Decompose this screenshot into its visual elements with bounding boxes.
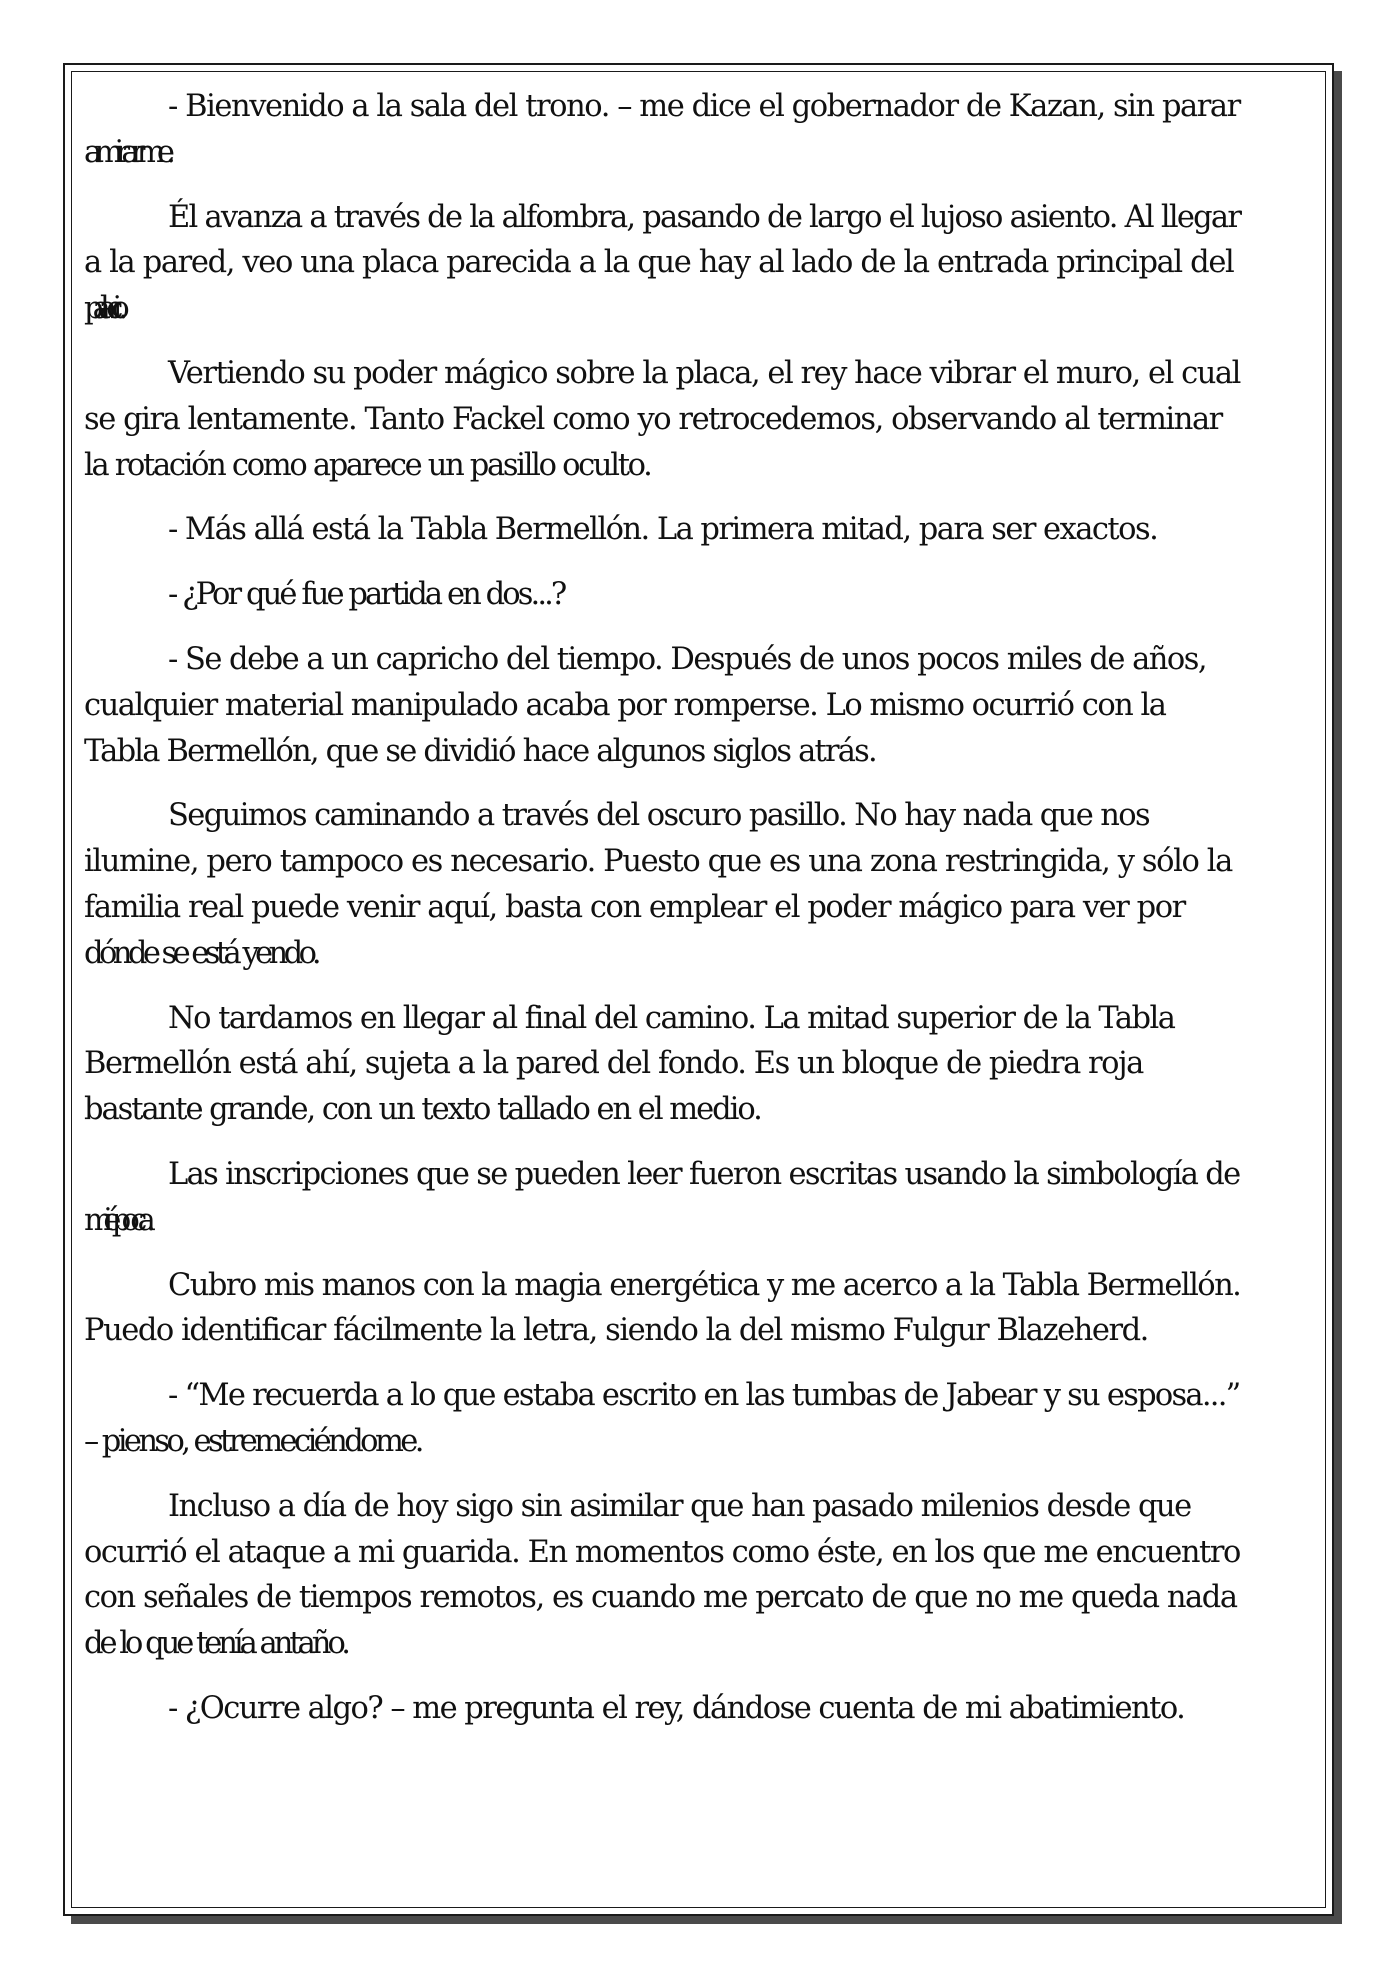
text-line: - Bienvenido a la sala del trono. – me dice el gobernador de Kazan, sin parar bbox=[168, 89, 1240, 124]
text-line: cualquier material manipulado acaba por romperse. Lo mismo ocurrió con la bbox=[84, 687, 1166, 723]
text-line: Tabla Bermellón, que se dividió hace algunos siglos atrás. bbox=[84, 733, 876, 769]
text-line: Vertiendo su poder mágico sobre la placa, el rey hace vibrar el muro, el cual bbox=[168, 355, 1240, 391]
paragraph bbox=[84, 1686, 1324, 1732]
paragraph bbox=[84, 351, 1324, 488]
text-line: ilumine, pero tampoco es necesario. Puesto que es una zona restringida, y sólo la bbox=[84, 844, 1232, 880]
paragraph bbox=[84, 195, 1324, 332]
text-line: No tardamos en llegar al final del camino. La mitad superior de la Tabla bbox=[168, 1000, 1175, 1036]
text-line: mi época. bbox=[84, 1202, 147, 1238]
text-line: a mirarme. bbox=[84, 134, 168, 170]
paragraph bbox=[84, 1373, 1324, 1465]
paragraph bbox=[84, 507, 1324, 553]
paragraph bbox=[84, 1484, 1324, 1667]
text-line: - Más allá está la Tabla Bermellón. La primera mitad, para ser exactos. bbox=[168, 512, 1158, 548]
text-line: palacio. bbox=[84, 291, 118, 327]
text-line: – pienso, estremeciéndome. bbox=[84, 1423, 421, 1459]
text-line: Él avanza a través de la alfombra, pasando de largo el lujoso asiento. Al llegar bbox=[168, 199, 1241, 235]
text-line: Puedo identificar fácilmente la letra, siendo la del mismo Fulgur Blazeherd. bbox=[84, 1313, 1148, 1349]
paragraph bbox=[84, 996, 1324, 1133]
text-line: con señales de tiempos remotos, es cuando me percato de que no me queda nada bbox=[84, 1580, 1237, 1616]
text-line: dónde se está yendo. bbox=[84, 935, 318, 971]
text-line: Incluso a día de hoy sigo sin asimilar que han pasado milenios desde que bbox=[168, 1488, 1191, 1524]
text-line: se gira lentamente. Tanto Fackel como yo retrocedemos, observando al terminar bbox=[84, 401, 1222, 437]
paragraph bbox=[84, 637, 1324, 774]
paragraph bbox=[84, 572, 1324, 618]
paragraph bbox=[84, 1263, 1324, 1355]
text-line: Bermellón está ahí, sujeta a la pared del fondo. Es un bloque de piedra roja bbox=[84, 1046, 1143, 1082]
paragraph bbox=[84, 84, 1324, 176]
text-line: la rotación como aparece un pasillo oculto. bbox=[84, 447, 651, 483]
text-line: - ¿Por qué fue partida en dos...? bbox=[168, 577, 565, 613]
text-line: a la pared, veo una placa parecida a la que hay al lado de la entrada principal del bbox=[84, 245, 1234, 281]
paragraph bbox=[84, 1152, 1324, 1244]
text-line: familia real puede venir aquí, basta con emplear el poder mágico para ver por bbox=[84, 889, 1185, 925]
text-line: - ¿Ocurre algo? – me pregunta el rey, dándose cuenta de mi abatimiento. bbox=[168, 1690, 1185, 1726]
text-line: Cubro mis manos con la magia energética y me acerco a la Tabla Bermellón. bbox=[168, 1267, 1241, 1303]
text-line: de lo que tenía antaño. bbox=[84, 1626, 347, 1662]
paragraph bbox=[84, 793, 1324, 976]
text-line: ocurrió el ataque a mi guarida. En momentos como éste, en los que me encuentro bbox=[84, 1534, 1240, 1570]
text-line: Las inscripciones que se pueden leer fueron escritas usando la simbología de bbox=[168, 1156, 1240, 1192]
document-body bbox=[84, 84, 1324, 1751]
text-line: bastante grande, con un texto tallado en el medio. bbox=[84, 1092, 761, 1128]
text-line: - Se debe a un capricho del tiempo. Después de unos pocos miles de años, bbox=[168, 641, 1207, 677]
text-line: - “Me recuerda a lo que estaba escrito en las tumbas de Jabear y su esposa...” bbox=[168, 1378, 1240, 1414]
text-line: Seguimos caminando a través del oscuro pasillo. No hay nada que nos bbox=[168, 798, 1150, 834]
